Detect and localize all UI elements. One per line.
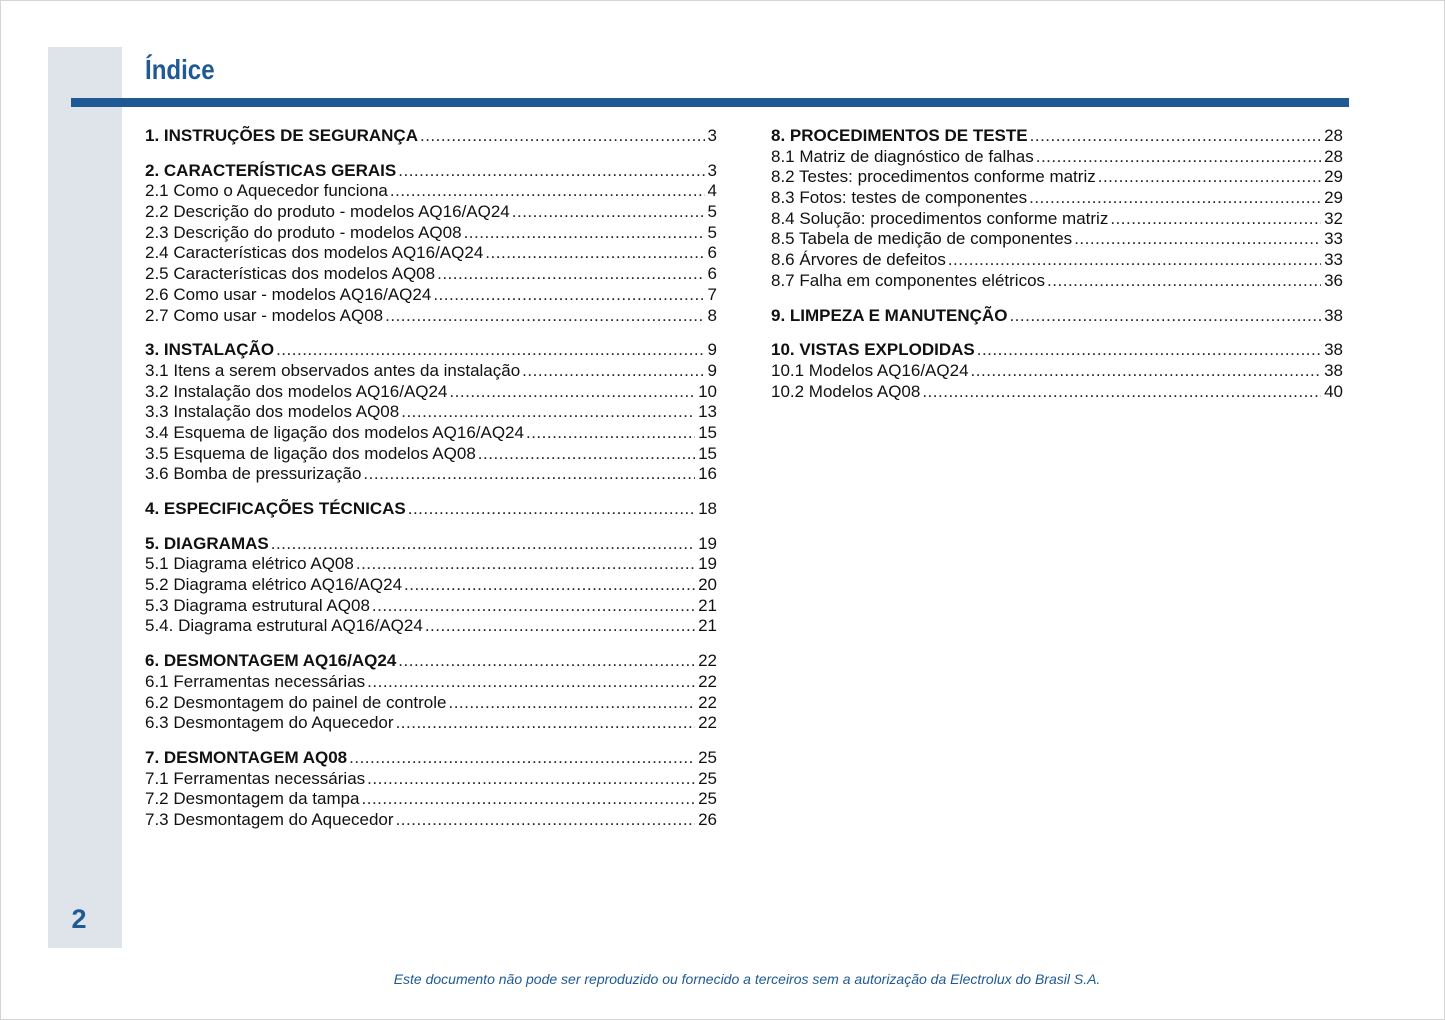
toc-entry-page: 25 bbox=[698, 747, 717, 767]
toc-entry-label: 7.3 Desmontagem do Aquecedor bbox=[145, 809, 394, 829]
toc-dot-leader bbox=[1110, 209, 1321, 230]
side-band bbox=[48, 47, 122, 948]
toc-entry-label: 6.3 Desmontagem do Aquecedor bbox=[145, 713, 394, 733]
toc-entry-label: 2.2 Descrição do produto - modelos AQ16/AQ24 bbox=[145, 202, 510, 222]
toc-heading-entry[interactable] bbox=[145, 499, 717, 520]
toc-entry-page: 21 bbox=[698, 595, 717, 615]
toc-entry[interactable] bbox=[145, 464, 717, 485]
toc-entry-label: 8. PROCEDIMENTOS DE TESTE bbox=[771, 126, 1028, 145]
toc-entry[interactable] bbox=[145, 575, 717, 596]
toc-entry[interactable] bbox=[145, 285, 717, 306]
toc-entry-page: 9 bbox=[707, 360, 717, 380]
toc-entry-label: 3.1 Itens a serem observados antes da instalação bbox=[145, 360, 521, 380]
toc-entry-label: 3.6 Bomba de pressurização bbox=[145, 464, 362, 484]
toc-heading-entry[interactable] bbox=[145, 534, 717, 555]
toc-entry-page: 10 bbox=[698, 381, 717, 401]
toc-entry[interactable] bbox=[145, 264, 717, 285]
toc-entry-label: 4. ESPECIFICAÇÕES TÉCNICAS bbox=[145, 499, 406, 518]
toc-entry-label: 3. INSTALAÇÃO bbox=[145, 340, 275, 360]
toc-entry-page: 15 bbox=[698, 443, 717, 463]
toc-entry-page: 20 bbox=[698, 575, 717, 595]
toc-section bbox=[145, 748, 717, 831]
toc-entry-label: 6.2 Desmontagem do painel de controle bbox=[145, 692, 447, 712]
toc-entry[interactable] bbox=[771, 361, 1343, 382]
toc-entry-page: 26 bbox=[698, 809, 717, 829]
toc-dot-leader bbox=[398, 161, 704, 182]
toc-entry-label: 5.3 Diagrama estrutural AQ08 bbox=[145, 595, 370, 615]
toc-entry-page: 22 bbox=[698, 692, 717, 712]
toc-entry[interactable] bbox=[145, 672, 717, 693]
toc-dot-leader bbox=[478, 444, 695, 465]
toc-dot-leader bbox=[398, 651, 695, 672]
toc-entry[interactable] bbox=[145, 444, 717, 465]
toc-dot-leader bbox=[408, 499, 695, 520]
toc-entry[interactable] bbox=[145, 402, 717, 423]
toc-dot-leader bbox=[390, 181, 705, 202]
toc-dot-leader bbox=[922, 382, 1321, 403]
toc-heading-entry[interactable] bbox=[145, 126, 717, 147]
toc-entry-page: 36 bbox=[1324, 270, 1343, 290]
toc-entry-page: 38 bbox=[1324, 360, 1343, 380]
toc-entry[interactable] bbox=[145, 596, 717, 617]
toc-section bbox=[145, 340, 717, 485]
toc-entry-label: 5.2 Diagrama elétrico AQ16/AQ24 bbox=[145, 575, 403, 595]
toc-entry-label: 7. DESMONTAGEM AQ08 bbox=[145, 747, 348, 767]
toc-dot-leader bbox=[522, 361, 704, 382]
toc-entry-page: 33 bbox=[1324, 250, 1343, 270]
toc-entry-page: 3 bbox=[707, 160, 717, 180]
toc-column-right bbox=[771, 126, 1343, 402]
toc-entry[interactable] bbox=[771, 147, 1343, 168]
toc-entry[interactable] bbox=[145, 243, 717, 264]
toc-dot-leader bbox=[1098, 167, 1321, 188]
toc-entry-label: 8.1 Matriz de diagnóstico de falhas bbox=[771, 146, 1034, 166]
toc-dot-leader bbox=[437, 264, 704, 285]
toc-section bbox=[771, 306, 1343, 327]
toc-entry-label: 3.2 Instalação dos modelos AQ16/AQ24 bbox=[145, 381, 448, 401]
toc-entry[interactable] bbox=[145, 202, 717, 223]
toc-entry-page: 28 bbox=[1324, 126, 1343, 145]
toc-entry[interactable] bbox=[145, 223, 717, 244]
toc-dot-leader bbox=[349, 748, 695, 769]
toc-dot-leader bbox=[1074, 229, 1321, 250]
toc-entry-page: 5 bbox=[707, 222, 717, 242]
toc-dot-leader bbox=[363, 464, 695, 485]
toc-entry-page: 6 bbox=[707, 243, 717, 263]
toc-entry[interactable] bbox=[145, 181, 717, 202]
toc-entry-page: 25 bbox=[698, 768, 717, 788]
toc-entry[interactable] bbox=[771, 382, 1343, 403]
toc-entry[interactable] bbox=[145, 423, 717, 444]
toc-entry-label: 10. VISTAS EXPLODIDAS bbox=[771, 340, 975, 360]
toc-entry-page: 19 bbox=[698, 533, 717, 553]
toc-entry-page: 7 bbox=[707, 284, 717, 304]
toc-dot-leader bbox=[396, 810, 696, 831]
toc-dot-leader bbox=[385, 306, 704, 327]
toc-section bbox=[145, 126, 717, 147]
toc-dot-leader bbox=[404, 575, 695, 596]
toc-dot-leader bbox=[948, 250, 1321, 271]
toc-heading-entry[interactable] bbox=[771, 306, 1343, 327]
toc-entry-page: 18 bbox=[698, 499, 717, 518]
toc-section bbox=[145, 534, 717, 637]
toc-section bbox=[771, 340, 1343, 402]
toc-entry-page: 22 bbox=[698, 713, 717, 733]
toc-entry-label: 10.2 Modelos AQ08 bbox=[771, 381, 921, 401]
title-rule bbox=[71, 98, 1349, 107]
toc-entry-page: 19 bbox=[698, 554, 717, 574]
toc-entry-page: 4 bbox=[707, 181, 717, 201]
toc-entry-page: 32 bbox=[1324, 208, 1343, 228]
toc-dot-leader bbox=[512, 202, 705, 223]
toc-entry-label: 7.2 Desmontagem da tampa bbox=[145, 789, 360, 809]
toc-dot-leader bbox=[362, 789, 696, 810]
toc-entry-page: 15 bbox=[698, 422, 717, 442]
toc-entry-page: 13 bbox=[698, 402, 717, 422]
toc-dot-leader bbox=[367, 769, 695, 790]
toc-entry-page: 22 bbox=[698, 671, 717, 691]
toc-entry-label: 5.4. Diagrama estrutural AQ16/AQ24 bbox=[145, 616, 423, 636]
toc-entry-page: 29 bbox=[1324, 188, 1343, 208]
toc-dot-leader bbox=[1029, 188, 1321, 209]
toc-entry-label: 7.1 Ferramentas necessárias bbox=[145, 768, 366, 788]
toc-dot-leader bbox=[971, 361, 1322, 382]
toc-dot-leader bbox=[1036, 147, 1321, 168]
toc-dot-leader bbox=[433, 285, 704, 306]
toc-entry[interactable] bbox=[771, 188, 1343, 209]
toc-entry-page: 8 bbox=[707, 305, 717, 325]
toc-dot-leader bbox=[367, 672, 695, 693]
toc-entry[interactable] bbox=[145, 306, 717, 327]
toc-entry-page: 25 bbox=[698, 789, 717, 809]
toc-entry-label: 8.7 Falha em componentes elétricos bbox=[771, 270, 1046, 290]
toc-entry-label: 8.4 Solução: procedimentos conforme matriz bbox=[771, 208, 1109, 228]
footer-disclaimer: Este documento não pode ser reproduzido ou fornecido a terceiros sem a autorização da Electrolux do Brasil S.A. bbox=[393, 971, 1101, 987]
toc-dot-leader bbox=[1030, 126, 1321, 147]
toc-dot-leader bbox=[420, 126, 705, 147]
toc-dot-leader bbox=[425, 616, 695, 637]
toc-entry-label: 9. LIMPEZA E MANUTENÇÃO bbox=[771, 305, 1008, 325]
toc-entry-label: 2. CARACTERÍSTICAS GERAIS bbox=[145, 160, 397, 180]
toc-entry-label: 3.5 Esquema de ligação dos modelos AQ08 bbox=[145, 443, 476, 463]
toc-entry-page: 16 bbox=[698, 464, 717, 484]
toc-column-left bbox=[145, 126, 717, 831]
toc-dot-leader bbox=[448, 693, 695, 714]
toc-entry[interactable] bbox=[771, 250, 1343, 271]
toc-entry[interactable] bbox=[145, 713, 717, 734]
toc-entry-page: 3 bbox=[707, 126, 717, 145]
toc-section bbox=[145, 499, 717, 520]
toc-dot-leader bbox=[1009, 306, 1321, 327]
toc-dot-leader bbox=[356, 554, 695, 575]
toc-entry-page: 21 bbox=[698, 616, 717, 636]
toc-entry[interactable] bbox=[145, 789, 717, 810]
toc-entry[interactable] bbox=[771, 271, 1343, 292]
page-number: 2 bbox=[71, 904, 87, 934]
toc-entry-label: 8.2 Testes: procedimentos conforme matriz bbox=[771, 167, 1096, 187]
toc-entry-page: 6 bbox=[707, 264, 717, 284]
toc-entry-page: 38 bbox=[1324, 305, 1343, 325]
toc-dot-leader bbox=[372, 596, 695, 617]
toc-entry-page: 40 bbox=[1324, 381, 1343, 401]
toc-entry-label: 8.6 Árvores de defeitos bbox=[771, 250, 946, 270]
toc-entry[interactable] bbox=[145, 382, 717, 403]
toc-entry-label: 2.6 Como usar - modelos AQ16/AQ24 bbox=[145, 284, 432, 304]
toc-entry-label: 5. DIAGRAMAS bbox=[145, 533, 269, 553]
toc-entry-label: 8.3 Fotos: testes de componentes bbox=[771, 188, 1028, 208]
toc-entry-page: 33 bbox=[1324, 229, 1343, 249]
toc-heading-entry[interactable] bbox=[771, 340, 1343, 361]
toc-section bbox=[771, 126, 1343, 292]
toc-entry[interactable] bbox=[771, 209, 1343, 230]
toc-section bbox=[145, 651, 717, 734]
toc-entry-page: 5 bbox=[707, 202, 717, 222]
toc-heading-entry[interactable] bbox=[771, 126, 1343, 147]
toc-entry[interactable] bbox=[771, 229, 1343, 250]
toc-dot-leader bbox=[449, 382, 695, 403]
toc-entry-label: 2.3 Descrição do produto - modelos AQ08 bbox=[145, 222, 462, 242]
toc-entry-label: 5.1 Diagrama elétrico AQ08 bbox=[145, 554, 354, 574]
toc-entry[interactable] bbox=[771, 167, 1343, 188]
toc-heading-entry[interactable] bbox=[145, 748, 717, 769]
toc-entry[interactable] bbox=[145, 554, 717, 575]
toc-entry[interactable] bbox=[145, 361, 717, 382]
toc-entry-label: 2.4 Características dos modelos AQ16/AQ24 bbox=[145, 243, 484, 263]
toc-dot-leader bbox=[526, 423, 695, 444]
toc-entry[interactable] bbox=[145, 616, 717, 637]
toc-dot-leader bbox=[485, 243, 704, 264]
toc-dot-leader bbox=[276, 340, 704, 361]
toc-entry-page: 38 bbox=[1324, 340, 1343, 360]
toc-entry-label: 1. INSTRUÇÕES DE SEGURANÇA bbox=[145, 126, 418, 145]
toc-dot-leader bbox=[396, 713, 696, 734]
toc-heading-entry[interactable] bbox=[145, 340, 717, 361]
toc-heading-entry[interactable] bbox=[145, 161, 717, 182]
toc-dot-leader bbox=[464, 223, 705, 244]
toc-entry-label: 3.3 Instalação dos modelos AQ08 bbox=[145, 402, 400, 422]
toc-entry-label: 2.5 Características dos modelos AQ08 bbox=[145, 264, 436, 284]
toc-section bbox=[145, 161, 717, 327]
toc-dot-leader bbox=[977, 340, 1321, 361]
toc-entry[interactable] bbox=[145, 810, 717, 831]
toc-entry[interactable] bbox=[145, 693, 717, 714]
toc-entry-page: 29 bbox=[1324, 167, 1343, 187]
toc-dot-leader bbox=[401, 402, 695, 423]
toc-entry-label: 10.1 Modelos AQ16/AQ24 bbox=[771, 360, 969, 380]
toc-entry-page: 22 bbox=[698, 651, 717, 671]
toc-entry-label: 6. DESMONTAGEM AQ16/AQ24 bbox=[145, 651, 397, 671]
toc-entry-label: 8.5 Tabela de medição de componentes bbox=[771, 229, 1073, 249]
toc-entry-label: 2.7 Como usar - modelos AQ08 bbox=[145, 305, 384, 325]
toc-dot-leader bbox=[271, 534, 695, 555]
toc-entry-page: 9 bbox=[707, 340, 717, 360]
toc-entry-label: 6.1 Ferramentas necessárias bbox=[145, 671, 366, 691]
toc-entry[interactable] bbox=[145, 769, 717, 790]
page-title: Índice bbox=[145, 54, 215, 85]
toc-entry-label: 3.4 Esquema de ligação dos modelos AQ16/AQ24 bbox=[145, 422, 524, 442]
toc-dot-leader bbox=[1047, 271, 1321, 292]
toc-entry-page: 28 bbox=[1324, 146, 1343, 166]
toc-heading-entry[interactable] bbox=[145, 651, 717, 672]
toc-entry-label: 2.1 Como o Aquecedor funciona bbox=[145, 181, 388, 201]
